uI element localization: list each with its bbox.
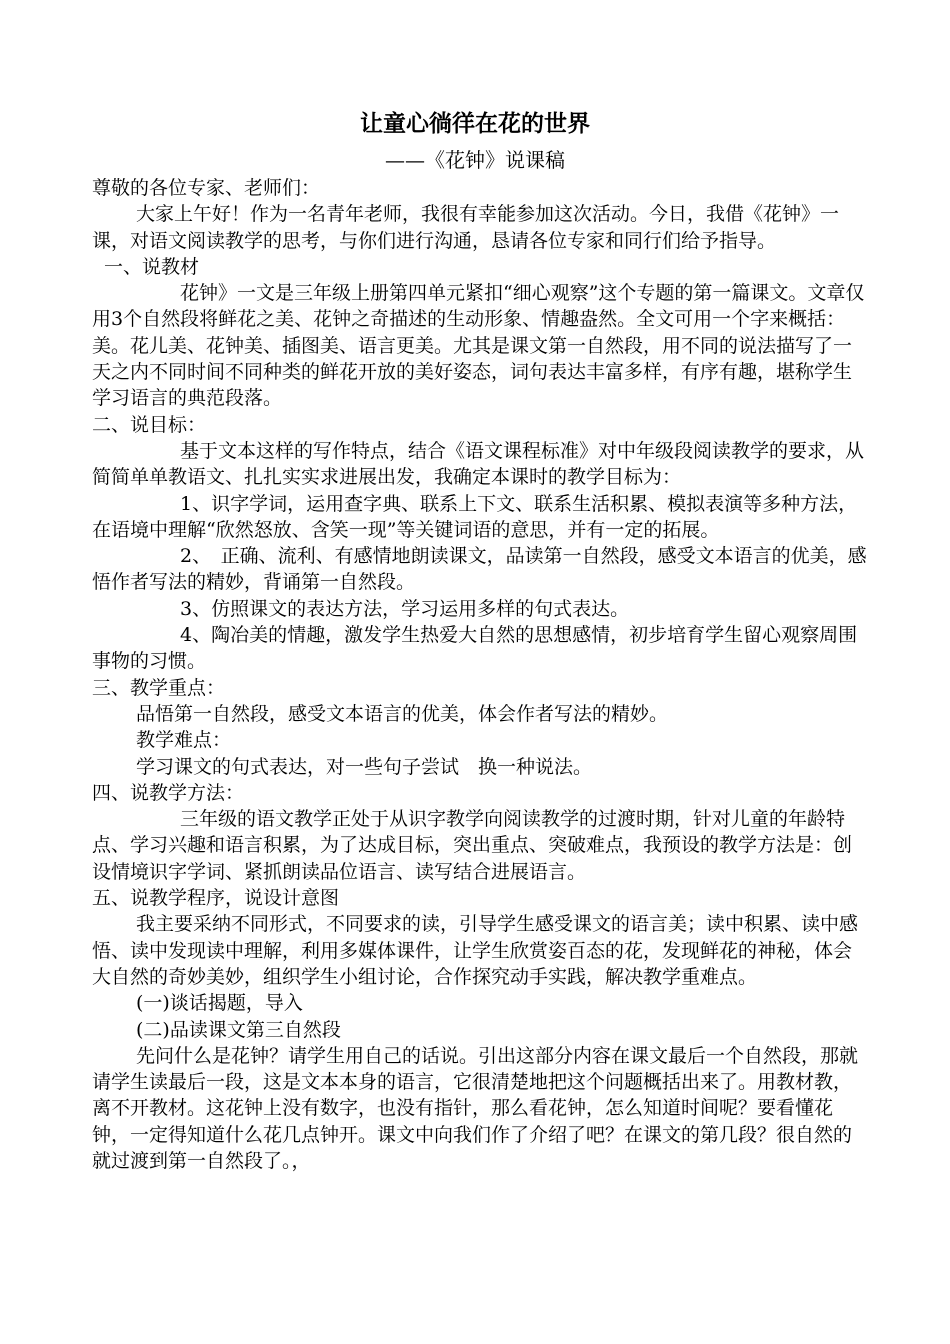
section-heading-procedure: 五、说教学程序，说设计意图 <box>92 887 340 910</box>
key-points-text: 品悟第一自然段，感受文本语言的优美，体会作者写法的精妙。 <box>136 702 669 725</box>
textbook-paragraph: 花钟》一文是三年级上册第四单元紧扣“细心观察”这个专题的第一篇课文。文章仅用3个自然段将鲜花之美、花钟之奇描述的生动形象、情趣盎然。全文可用一个字来概括：美。花儿美、花钟美、插图美、语言更美。尤其是课文第一自然段，用不同的说法描写了一天之内不同时间不同种类的鲜花开放的美好姿态，词句表达丰富多样，有序有趣，堪称学生学习语言的典范段落。 <box>92 282 865 410</box>
difficulty-heading: 教学难点： <box>136 729 232 752</box>
procedure-step-2: (二)品读课文第三自然段 <box>136 1018 341 1041</box>
section-heading-methods: 四、说教学方法： <box>92 781 245 804</box>
goals-paragraph: 基于文本这样的写作特点，结合《语文课程标准》对中年级段阅读教学的要求，从简简单单教语文、扎扎实实求进展出发，我确定本课时的教学目标为： <box>92 439 865 489</box>
difficulty-text: 学习课文的句式表达，对一些句子尝试 换一种说法。 <box>136 755 593 778</box>
procedure-step-1: (一)谈话揭题，导入 <box>136 992 303 1015</box>
methods-paragraph: 三年级的语文教学正处于从识字教学向阅读教学的过渡时期，针对儿童的年龄特点、学习兴趣和语言积累，为了达成目标，突出重点、突破难点，我预设的教学方法是：创设情境识字学词、紧抓朗读品位语言、读写结合进展语言。 <box>92 808 853 883</box>
document-body <box>92 175 867 1174</box>
goal-item-1: 1、识字学词，运用查字典、联系上下文、联系生活积累、模拟表演等多种方法，在语境中理解“欣然怒放、含笑一现”等关键词语的意思，并有一定的拓展。 <box>92 492 858 541</box>
section-heading-key-points: 三、教学重点： <box>92 676 226 699</box>
section-heading-goals: 二、说目标： <box>92 413 207 436</box>
goal-item-3: 3、仿照课文的表达方法，学习运用多样的句式表达。 <box>180 597 630 620</box>
document-subtitle: ——《花钟》说课稿 <box>385 148 565 172</box>
section-heading-textbook: 一、说教材 <box>104 255 200 278</box>
procedure-paragraph: 我主要采纳不同形式，不同要求的读，引导学生感受课文的语言美；读中积累、读中感悟、读中发现读中理解，利用多媒体课件，让学生欣赏姿百态的花，发现鲜花的神秘，体会大自然的奇妙美妙，组织学生小组讨论，合作探究动手实践，解决教学重难点。 <box>92 913 859 988</box>
goal-item-2: 2、 正确、流利、有感情地朗读课文，品读第一自然段，感受文本语言的优美，感悟作者写法的精妙，背诵第一自然段。 <box>92 545 867 594</box>
document-title: 让童心徜徉在花的世界 <box>360 111 590 137</box>
goal-item-4: 4、陶冶美的情趣，激发学生热爱大自然的思想感情，初步培育学生留心观察周围事物的习惯。 <box>92 624 858 673</box>
salutation: 尊敬的各位专家、老师们： <box>92 177 321 199</box>
intro-paragraph: 大家上午好！作为一名青年老师，我很有幸能参加这次活动。今日，我借《花钟》一课，对语文阅读教学的思考，与你们进行沟通，恳请各位专家和同行们给予指导。 <box>92 203 840 252</box>
procedure-detail-paragraph: 先问什么是花钟？请学生用自己的话说。引出这部分内容在课文最后一个自然段，那就请学生读最后一段，这是文本本身的语言，它很清楚地把这个问题概括出来了。用教材教，离不开教材。这花钟上没有数字，也没有指针，那么看花钟，怎么知道时间呢？要看懂花钟，一定得知道什么花几点钟开。课文中向我们作了介绍了吧？在课文的第几段？很自然的就过渡到第一自然段了。， <box>92 1044 859 1172</box>
